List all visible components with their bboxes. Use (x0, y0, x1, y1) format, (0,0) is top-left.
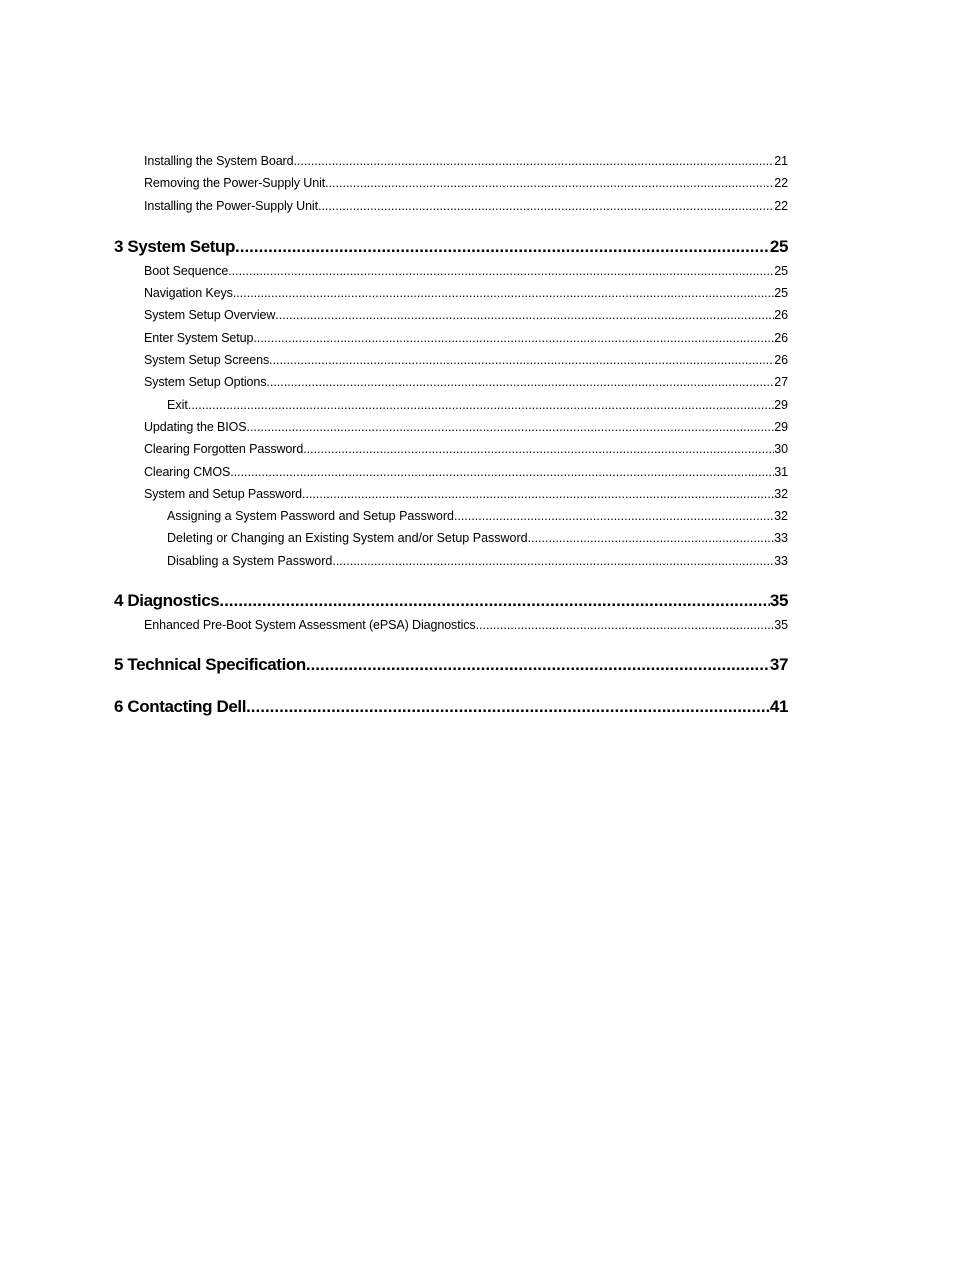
toc-entry-title: System Setup Overview (144, 308, 276, 323)
toc-entry-title: Removing the Power-Supply Unit (144, 176, 326, 191)
toc-entry-exit[interactable] (114, 394, 788, 416)
toc-entry-system-setup-options[interactable] (114, 371, 788, 393)
dot-leader (228, 260, 774, 282)
toc-entry-updating-bios[interactable] (114, 416, 788, 438)
toc-entry-clearing-forgotten-password[interactable] (114, 438, 788, 460)
toc-entry-page: 26 (774, 308, 788, 323)
dot-leader (302, 483, 774, 505)
toc-entry-system-setup-screens[interactable] (114, 349, 788, 371)
toc-entry-page: 27 (774, 375, 788, 390)
toc-chapter-title: 3 System Setup (114, 236, 236, 256)
dot-leader (303, 438, 774, 460)
toc-entry-removing-power-supply[interactable] (114, 172, 788, 194)
toc-entry-title: Boot Sequence (144, 263, 229, 278)
dot-leader (269, 349, 774, 371)
toc-entry-page: 30 (774, 442, 788, 457)
dot-leader (235, 234, 770, 260)
toc-entry-enter-system-setup[interactable] (114, 327, 788, 349)
toc-entry-page: 22 (774, 176, 788, 191)
toc-entry-title: System Setup Screens (144, 353, 270, 368)
toc-entry-page: 33 (774, 531, 788, 546)
toc-entry-page: 25 (774, 286, 788, 301)
toc-chapter-title: 5 Technical Specification (114, 655, 306, 675)
toc-entry-title: Installing the Power-Supply Unit (144, 198, 318, 213)
toc-entry-title: System Setup Options (144, 375, 267, 390)
toc-entry-disabling-password[interactable] (114, 550, 788, 572)
toc-entry-page: 29 (774, 397, 788, 412)
toc-chapter-diagnostics[interactable] (114, 588, 788, 614)
toc-entry-title: System and Setup Password (144, 486, 302, 501)
dot-leader (476, 614, 775, 636)
dot-leader (188, 394, 774, 416)
dot-leader (332, 550, 774, 572)
toc-entry-page: 26 (774, 353, 788, 368)
toc-entry-title: Installing the System Board (144, 154, 294, 168)
toc-entry-title: Disabling a System Password (167, 553, 333, 568)
dot-leader (293, 150, 774, 172)
toc-chapter-title: 6 Contacting Dell (114, 697, 247, 717)
toc-entry-title: Exit (167, 397, 188, 412)
toc-entry-system-setup-overview[interactable] (114, 304, 788, 326)
toc-entry-page: 25 (774, 263, 788, 278)
toc-chapter-page: 25 (769, 236, 788, 256)
dot-leader (246, 694, 770, 720)
toc-entry-page: 21 (774, 154, 788, 168)
dot-leader (233, 282, 774, 304)
toc-entry-title: Enter System Setup (144, 330, 254, 345)
toc-entry-system-setup-password[interactable] (114, 483, 788, 505)
dot-leader (325, 172, 774, 194)
toc-entry-title: Enhanced Pre-Boot System Assessment (ePSA) Diagnostics (144, 618, 476, 633)
toc-chapter-contacting-dell[interactable] (114, 694, 788, 720)
dot-leader (219, 588, 770, 614)
toc-entry-page: 32 (774, 509, 788, 524)
dot-leader (266, 371, 774, 393)
toc-entry-navigation-keys[interactable] (114, 282, 788, 304)
toc-chapter-page: 41 (769, 697, 788, 717)
toc-entry-deleting-changing-password[interactable] (114, 527, 788, 549)
toc-entry-page: 31 (774, 464, 788, 479)
toc-entry-title: Deleting or Changing an Existing System and/or Setup Password (167, 531, 528, 546)
dot-leader (230, 461, 774, 483)
toc-chapter-page: 37 (769, 655, 788, 675)
toc-chapter-title: 4 Diagnostics (114, 591, 220, 611)
toc-entry-title: Navigation Keys (144, 286, 233, 301)
toc-entry-page: 22 (774, 198, 788, 213)
dot-leader (253, 327, 774, 349)
toc-chapter-technical-specification[interactable] (114, 652, 788, 678)
toc-entry-page: 35 (774, 618, 788, 633)
toc-entry-installing-power-supply[interactable] (114, 195, 788, 217)
dot-leader (306, 652, 770, 678)
toc-entry-page: 26 (774, 330, 788, 345)
dot-leader (454, 505, 774, 527)
dot-leader (247, 416, 775, 438)
toc-chapter-system-setup[interactable] (114, 234, 788, 260)
toc-entry-title: Clearing Forgotten Password (144, 442, 304, 457)
toc-entry-boot-sequence[interactable] (114, 260, 788, 282)
toc-entry-page: 29 (774, 419, 788, 434)
toc-entry-epsa-diagnostics[interactable] (114, 614, 788, 636)
dot-leader (318, 195, 774, 217)
toc-entry-assigning-password[interactable] (114, 505, 788, 527)
dot-leader (275, 304, 774, 326)
dot-leader (528, 527, 774, 549)
toc-entry-installing-system-board[interactable] (114, 150, 788, 172)
toc-entry-title: Assigning a System Password and Setup Password (167, 509, 454, 524)
toc-chapter-page: 35 (769, 591, 788, 611)
toc-entry-clearing-cmos[interactable] (114, 461, 788, 483)
toc-entry-title: Updating the BIOS (144, 419, 247, 434)
toc-entry-page: 33 (774, 553, 788, 568)
table-of-contents (114, 150, 788, 720)
toc-entry-page: 32 (774, 486, 788, 501)
toc-entry-title: Clearing CMOS (144, 464, 231, 479)
